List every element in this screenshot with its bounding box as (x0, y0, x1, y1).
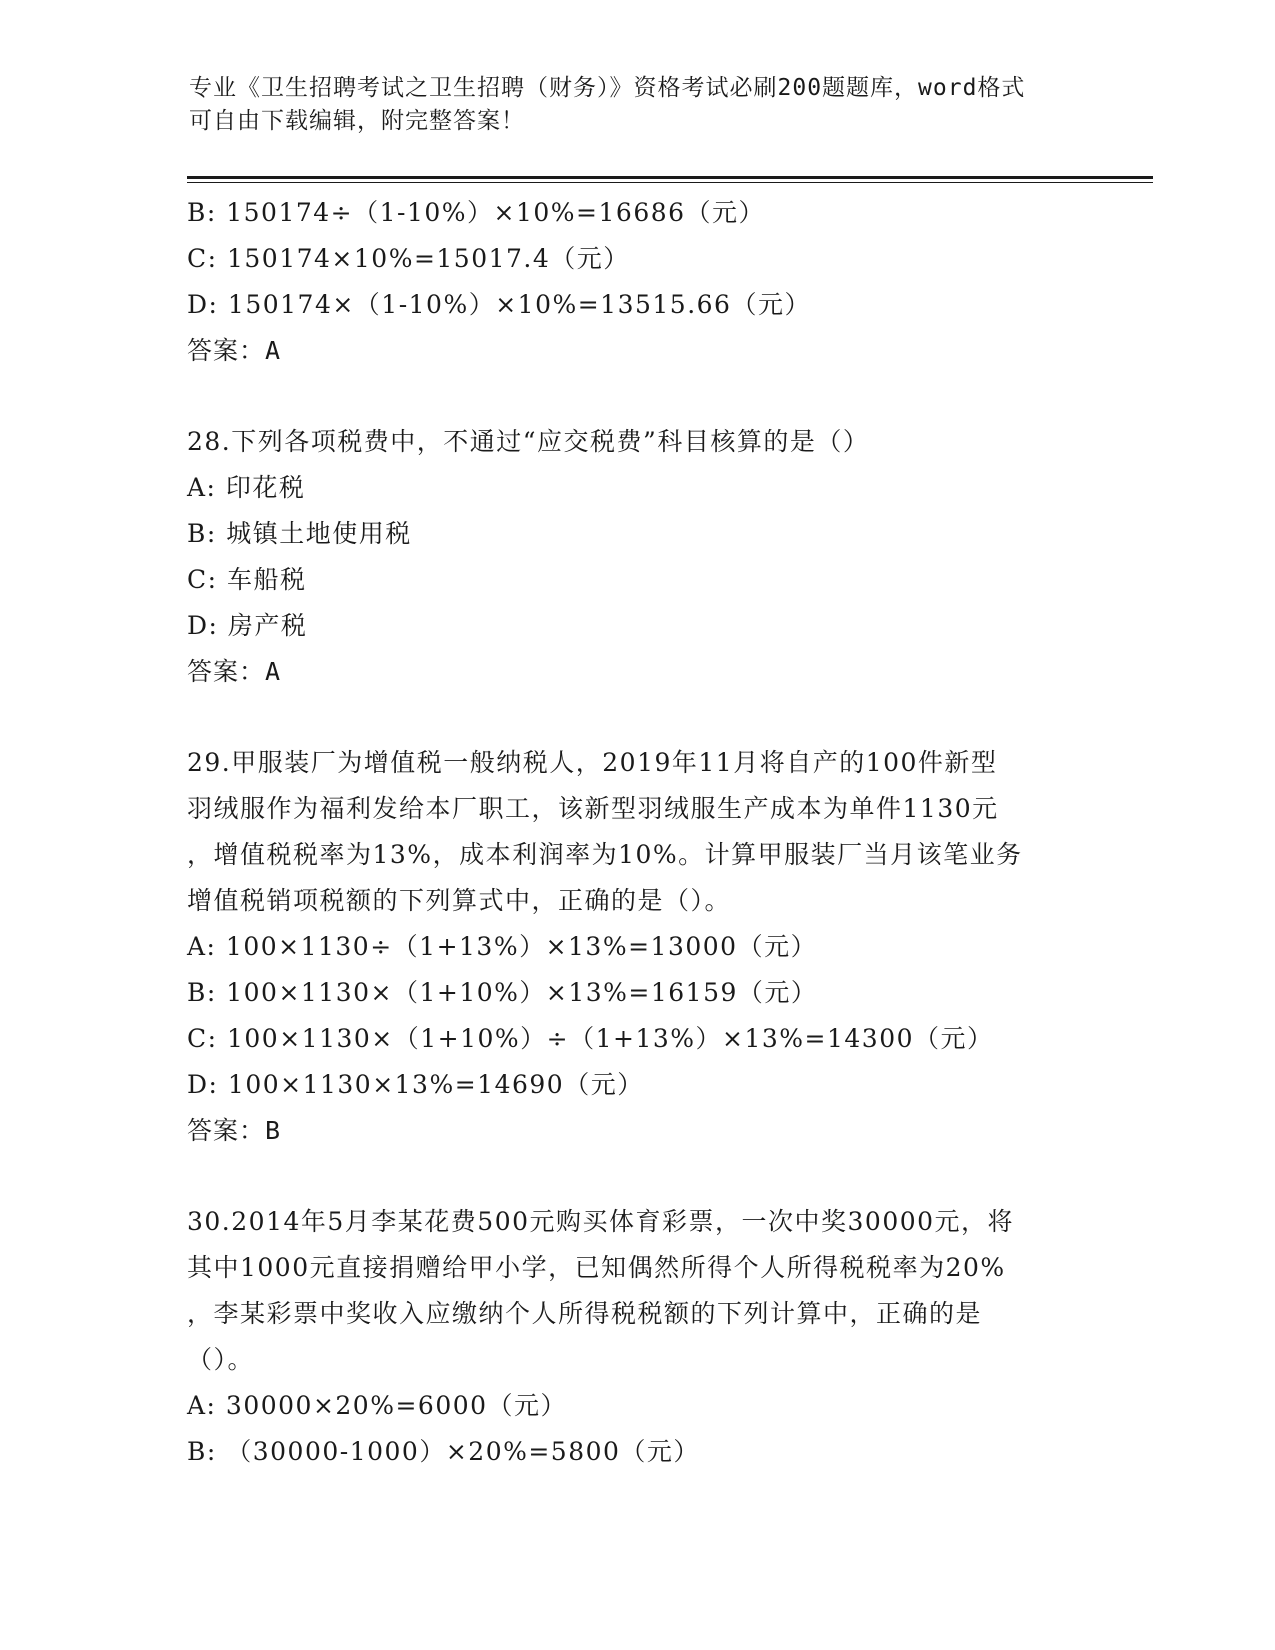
option-a: A: 30000×20%=6000（元） (187, 1391, 568, 1420)
header-line-1: 专业《卫生招聘考试之卫生招聘（财务）》资格考试必刷200题题库，word格式 (189, 75, 1026, 101)
question-stem-line: ，李某彩票中奖收入应缴纳个人所得税税额的下列计算中，正确的是 (187, 1299, 983, 1328)
spacer (187, 695, 1087, 740)
option-c: C: 100×1130×（1+10%）÷（1+13%）×13%=14300（元） (187, 1024, 994, 1053)
question-29 (187, 740, 1087, 1154)
question-stem: 28.下列各项税费中，不通过“应交税费”科目核算的是（） (187, 427, 870, 456)
option-d: D: 房产税 (187, 611, 308, 640)
option-a: A: 印花税 (187, 473, 306, 502)
question-27-continued (187, 190, 1087, 374)
option-b: B: 100×1130×（1+10%）×13%=16159（元） (187, 978, 818, 1007)
question-stem-line: 羽绒服作为福利发给本厂职工，该新型羽绒服生产成本为单件1130元 (187, 794, 999, 823)
question-stem-line: 增值税销项税额的下列算式中，正确的是（）。 (187, 886, 732, 915)
option-b: B: （30000-1000）×20%=5800（元） (187, 1437, 700, 1466)
answer: 答案：B (187, 1116, 282, 1145)
option-d: D: 100×1130×13%=14690（元） (187, 1070, 644, 1099)
header-line-2: 可自由下载编辑，附完整答案！ (189, 108, 525, 134)
spacer (187, 1154, 1087, 1199)
question-stem-line: 29.甲服装厂为增值税一般纳税人，2019年11月将自产的100件新型 (187, 748, 998, 777)
header-rule-thin (187, 182, 1153, 183)
question-stem-line: ，增值税税率为13%，成本利润率为10%。计算甲服装厂当月该笔业务 (187, 840, 1023, 869)
option-b: B: 城镇土地使用税 (187, 519, 412, 548)
header-rule-thick (187, 176, 1153, 179)
answer: 答案：A (187, 336, 282, 365)
option-a: A: 100×1130÷（1+13%）×13%=13000（元） (187, 932, 818, 961)
question-30 (187, 1199, 1087, 1475)
question-stem-line: 30.2014年5月李某花费500元购买体育彩票，一次中奖30000元，将 (187, 1207, 1015, 1236)
option-b: B: 150174÷（1-10%）×10%=16686（元） (187, 198, 766, 227)
option-d: D: 150174×（1-10%）×10%=13515.66（元） (187, 290, 811, 319)
question-list (187, 190, 1087, 1475)
question-stem-line: 其中1000元直接捐赠给甲小学，已知偶然所得个人所得税税率为20% (187, 1253, 1006, 1282)
question-stem-line: （）。 (187, 1345, 255, 1374)
option-c: C: 150174×10%=15017.4（元） (187, 244, 630, 273)
question-28 (187, 419, 1087, 695)
document-header (189, 72, 1089, 138)
spacer (187, 374, 1087, 419)
answer: 答案：A (187, 657, 282, 686)
option-c: C: 车船税 (187, 565, 307, 594)
